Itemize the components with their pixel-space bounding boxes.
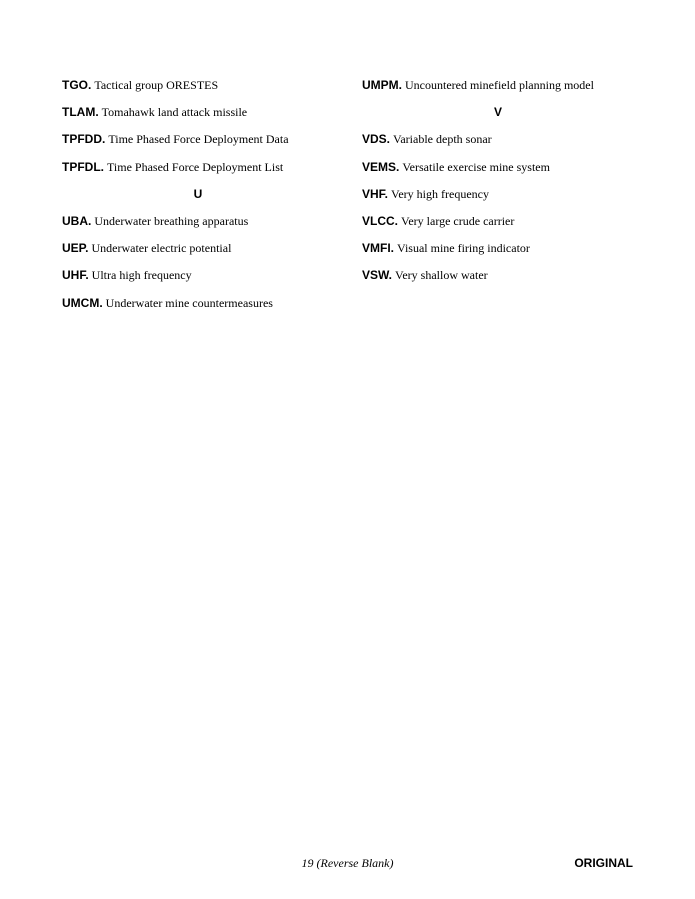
glossary-term: TLAM.: [62, 105, 99, 120]
glossary-term: TPFDD.: [62, 132, 106, 147]
glossary-definition: Variable depth sonar: [393, 132, 492, 147]
glossary-definition: Underwater breathing apparatus: [94, 213, 249, 228]
glossary-definition: Time Phased Force Deployment Data: [108, 132, 289, 147]
glossary-term: UMCM.: [62, 295, 103, 310]
glossary-entry: [62, 213, 352, 240]
glossary-definition: Time Phased Force Deployment List: [107, 159, 284, 174]
glossary-term: UEP.: [62, 241, 89, 256]
glossary-column-right: [362, 77, 662, 295]
glossary-definition: Very large crude carrier: [401, 213, 515, 228]
glossary-entry: [62, 104, 352, 131]
glossary-definition: Tomahawk land attack missile: [101, 105, 248, 120]
glossary-definition: Very shallow water: [395, 268, 488, 283]
glossary-entry: [62, 131, 352, 158]
glossary-entry: [362, 186, 662, 213]
glossary-term: VDS.: [362, 132, 391, 147]
glossary-term: VHF.: [362, 186, 389, 201]
glossary-term: VMFI.: [362, 241, 394, 256]
glossary-entry: [362, 240, 662, 267]
glossary-definition: Uncountered minefield planning model: [405, 78, 594, 92]
glossary-definition: Tactical group ORESTES: [94, 78, 219, 92]
glossary-term: VLCC.: [362, 213, 398, 228]
glossary-term: UMPM.: [362, 78, 402, 92]
glossary-definition: Visual mine firing indicator: [397, 241, 530, 256]
glossary-entry: [62, 295, 352, 322]
glossary-entry: [362, 159, 662, 186]
glossary-entry: [62, 159, 352, 186]
glossary-definition: Versatile exercise mine system: [402, 159, 550, 174]
glossary-definition: Ultra high frequency: [91, 268, 192, 283]
glossary-term: UBA.: [62, 213, 92, 228]
glossary-entry: [362, 267, 662, 294]
glossary-definition: Underwater mine countermeasures: [105, 295, 273, 310]
glossary-term: TPFDL.: [62, 159, 104, 174]
glossary-term: UHF.: [62, 268, 89, 283]
glossary-entry: [362, 213, 662, 240]
glossary-column-left: [62, 77, 352, 322]
glossary-entry: [362, 77, 662, 104]
glossary-term: VSW.: [362, 268, 393, 283]
document-status: ORIGINAL: [574, 856, 633, 870]
glossary-definition: Underwater electric potential: [91, 241, 232, 256]
glossary-entry: [62, 77, 352, 104]
glossary-entry: [362, 131, 662, 158]
glossary-definition: Very high frequency: [391, 186, 489, 201]
page-number: 19 (Reverse Blank): [301, 856, 394, 870]
glossary-term: VEMS.: [362, 159, 400, 174]
section-letter: U: [193, 186, 203, 201]
glossary-entry: [62, 267, 352, 294]
glossary-entry: [62, 240, 352, 267]
glossary-term: TGO.: [62, 78, 92, 92]
section-letter: V: [493, 105, 502, 120]
